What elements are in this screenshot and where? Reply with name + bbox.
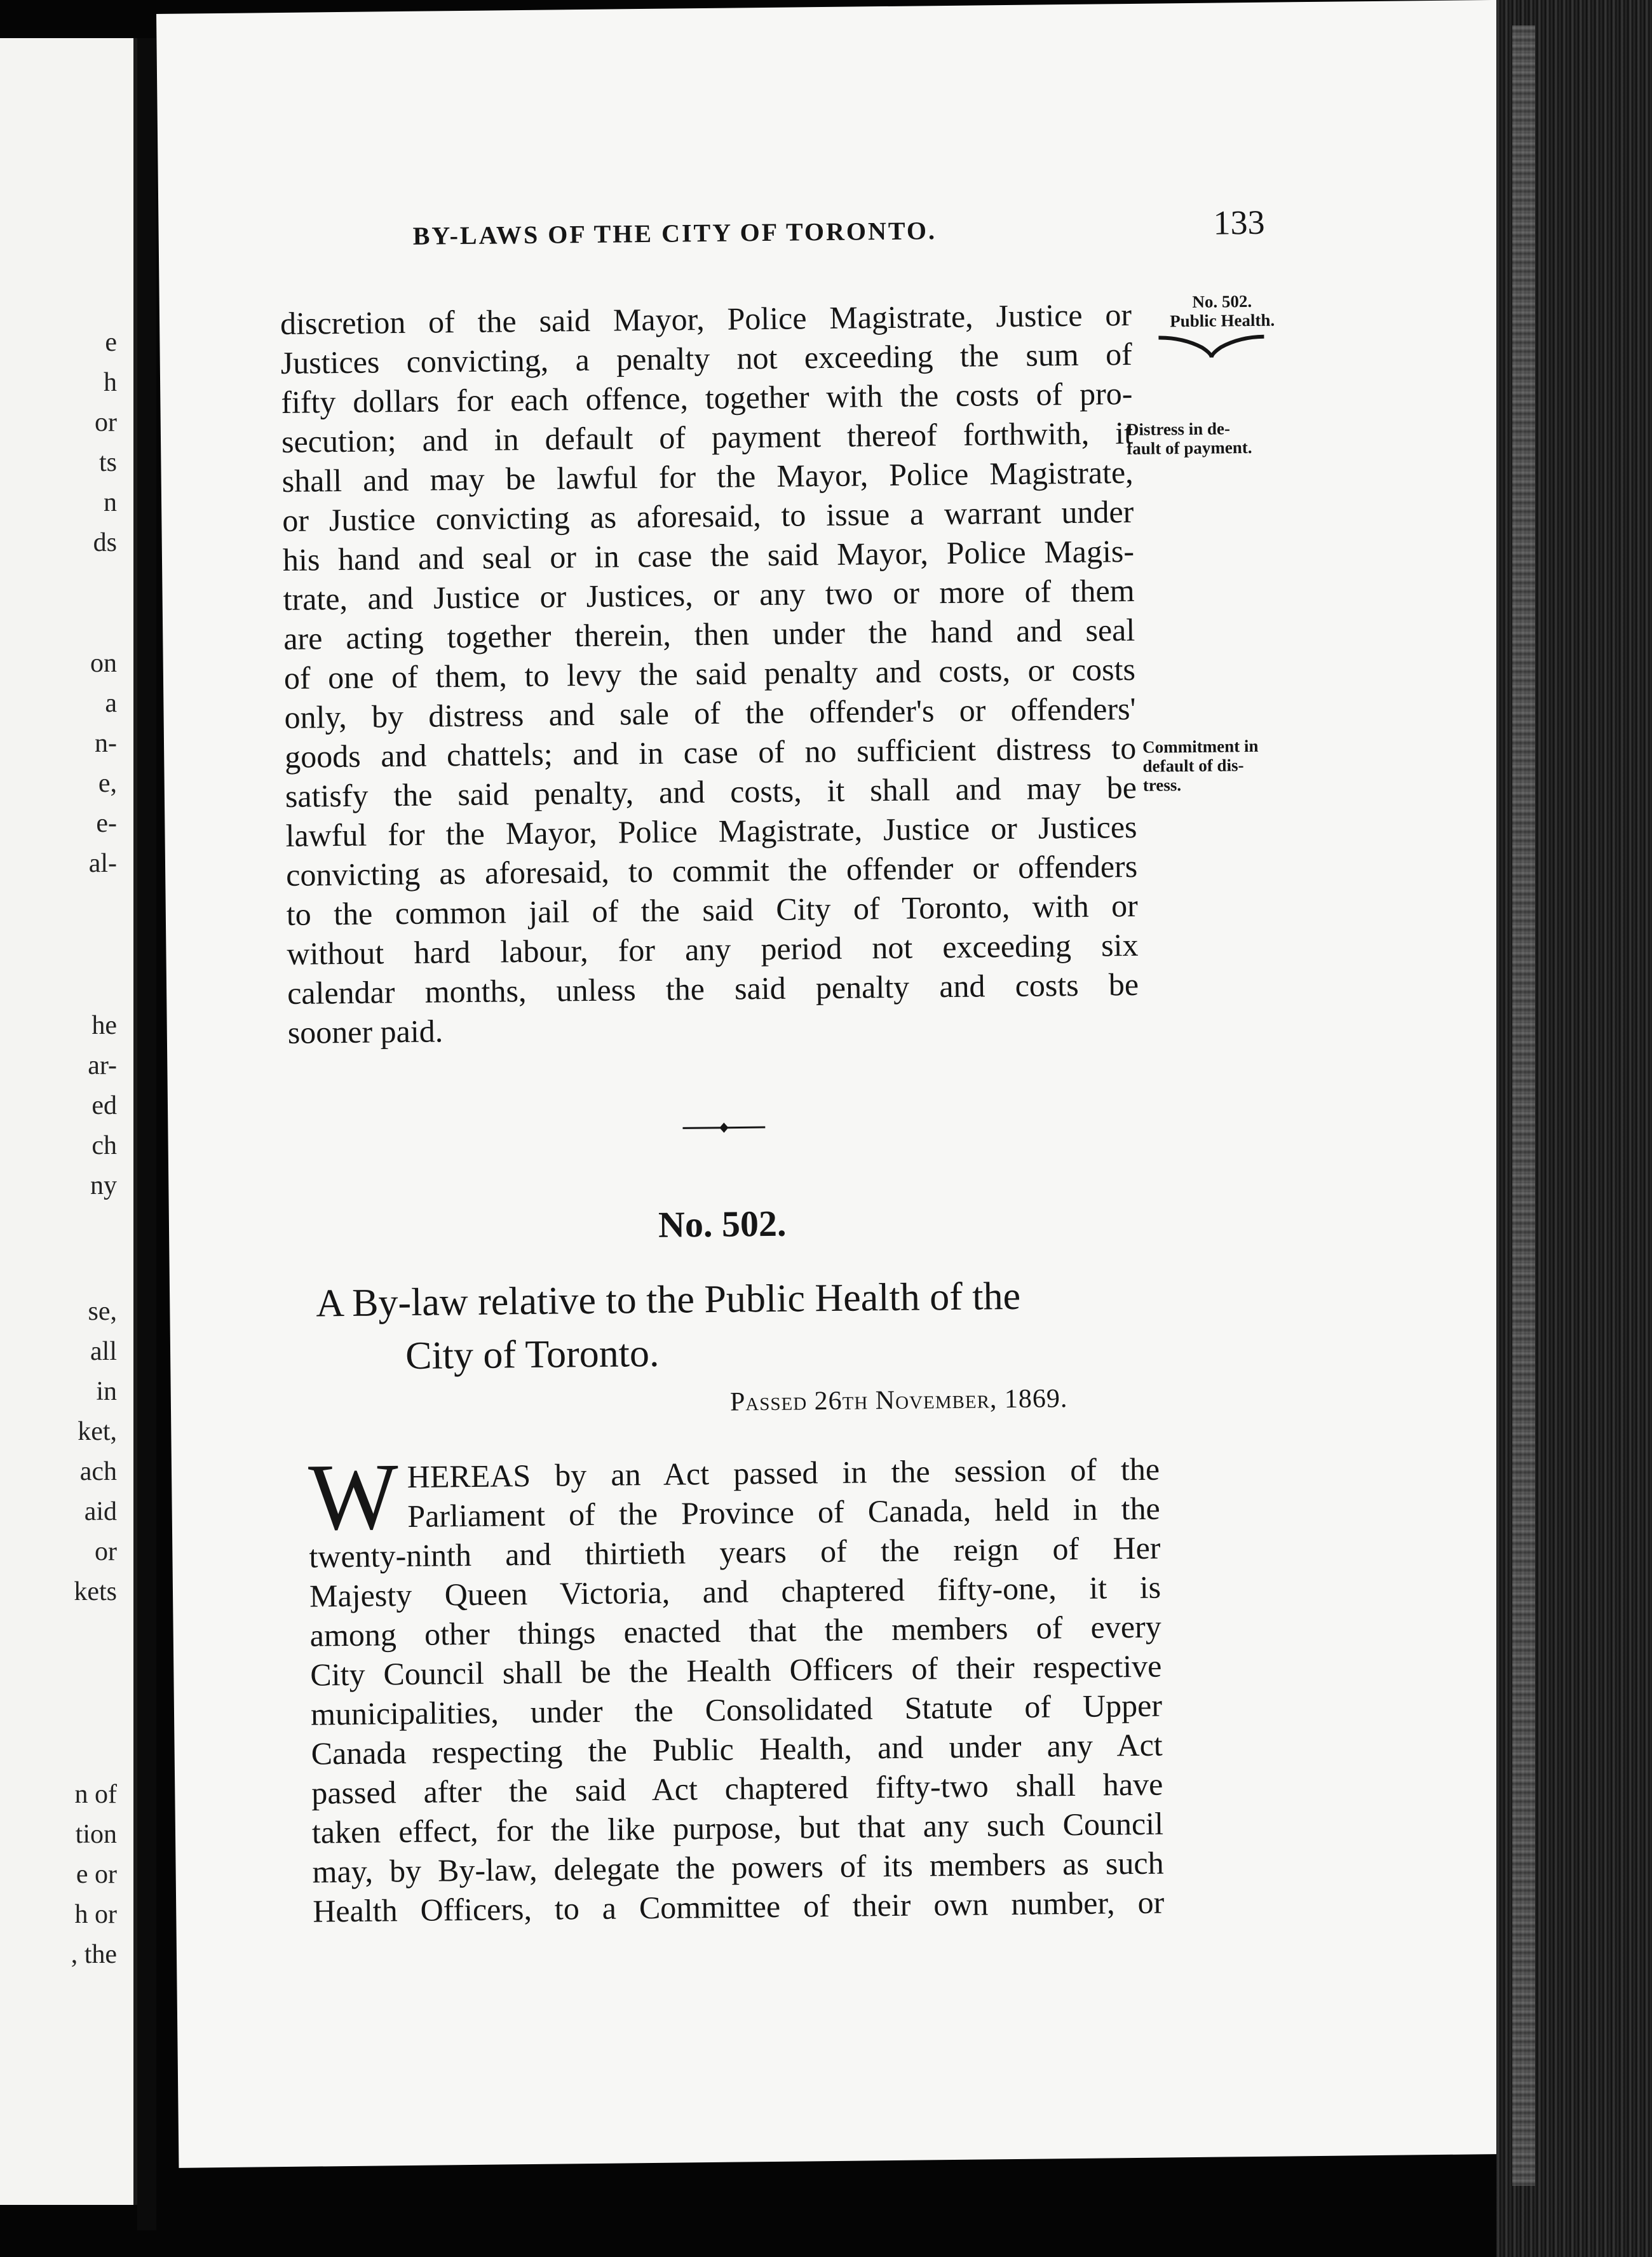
text-line: to the common jail of the said City of Toronto, with or <box>286 887 1139 932</box>
margin-note-line: No. 502. <box>1192 291 1252 311</box>
text-line: shall and may be lawful for the Mayor, Police Magistrate, <box>281 454 1134 499</box>
margin-note-line: Public Health. <box>1169 310 1275 331</box>
text-line: Majesty Queen Victoria, and chaptered fifty-one, it is <box>309 1569 1161 1614</box>
left-fragment: h <box>104 368 117 397</box>
running-head: BY-LAWS OF THE CITY OF TORONTO. <box>412 216 937 250</box>
left-fragment: on <box>90 649 117 678</box>
text-line: of one of them, to levy the said penalty and costs, or costs <box>283 651 1136 696</box>
text-line: discretion of the said Mayor, Police Magistrate, Justice or <box>280 296 1132 341</box>
left-fragment: ach <box>79 1457 117 1486</box>
text-line: or Justice convicting as aforesaid, to issue a warrant under <box>282 493 1134 538</box>
bylaw-title <box>316 1268 1168 1383</box>
book-gutter <box>137 38 156 2230</box>
text-line: trate, and Justice or Justices, or any two or more of them <box>283 572 1135 617</box>
text-line: goods and chattels; and in case of no sufficient distress to <box>284 729 1137 775</box>
text-line: among other things enacted that the members of every <box>309 1608 1161 1653</box>
margin-note-distress <box>1127 419 1252 458</box>
text-line: City Council shall be the Health Officers of their respective <box>310 1648 1162 1693</box>
left-fragment: ch <box>91 1131 117 1160</box>
drop-cap: W <box>308 1444 399 1550</box>
left-fragment: ar- <box>88 1051 117 1080</box>
left-fragment: ed <box>91 1091 117 1120</box>
bylaw-title-line: A By-law relative to the Public Health of the <box>315 1274 1021 1325</box>
left-fragment: tion <box>75 1820 117 1849</box>
text-line: Parliament of the Province of Canada, held in the <box>407 1490 1161 1534</box>
left-fragment: e- <box>96 809 117 838</box>
left-fragment: n <box>104 488 117 517</box>
brace-ornament <box>1157 333 1265 360</box>
text-line: Health Officers, to a Committee of their own number, or <box>312 1884 1165 1929</box>
left-fragment: , the <box>71 1940 117 1969</box>
text-line: Justices convicting, a penalty not exceeding the sum of <box>280 336 1132 381</box>
left-fragment: al- <box>88 849 117 878</box>
left-fragment: n of <box>74 1780 117 1809</box>
left-fragment: a <box>105 689 117 718</box>
left-fragment: h or <box>74 1900 117 1929</box>
left-fragment: e, <box>98 769 117 798</box>
left-fragment: all <box>90 1337 117 1366</box>
left-fragment: ts <box>98 448 117 477</box>
margin-note-line: tress. <box>1142 775 1182 795</box>
text-line: calendar months, unless the said penalty and costs be <box>287 966 1139 1011</box>
left-fragment: kets <box>74 1577 117 1606</box>
text-line: secution; and in default of payment thereof forthwith, it <box>281 414 1134 459</box>
left-fragment: ket, <box>78 1417 117 1446</box>
left-fragment: se, <box>88 1297 117 1326</box>
text-line: twenty-ninth and thirtieth years of the reign of Her <box>309 1529 1161 1575</box>
text-line: may, by By-law, delegate the powers of its members as such <box>312 1845 1164 1890</box>
margin-note-line: fault of payment. <box>1127 437 1252 459</box>
text-line: HEREAS by an Act passed in the session of the <box>407 1451 1160 1494</box>
left-fragment: ny <box>90 1171 117 1200</box>
text-line: satisfy the said penalty, and costs, it shall and may be <box>285 769 1137 814</box>
text-line: Canada respecting the Public Health, and under any Act <box>311 1726 1163 1772</box>
section-divider <box>682 1120 765 1135</box>
text-line: passed after the said Act chaptered fifty-two shall have <box>311 1766 1163 1811</box>
margin-note-line: Distress in de- <box>1126 419 1231 440</box>
margin-note-line: Commitment in <box>1142 736 1259 757</box>
continued-paragraph <box>280 295 1139 1052</box>
bylaw-number: No. 502. <box>658 1202 787 1245</box>
text-line: without hard labour, for any period not exceeding six <box>287 926 1139 972</box>
left-fragment: n- <box>95 729 117 758</box>
margin-note-bylaw-number <box>1170 292 1275 331</box>
left-fragment: e <box>105 328 117 357</box>
text-line: taken effect, for the like purpose, but that any such Council <box>311 1805 1164 1850</box>
left-fragment: or <box>95 408 117 437</box>
left-fragment: e or <box>76 1860 117 1889</box>
left-fragment: or <box>95 1537 117 1566</box>
preamble-paragraph <box>308 1444 1165 1931</box>
text-line: municipalities, under the Consolidated Statute of Upper <box>310 1687 1163 1732</box>
left-fragment: he <box>91 1011 117 1040</box>
left-facing-page <box>0 38 137 2205</box>
margin-note-line: default of dis- <box>1142 756 1244 776</box>
text-line: convicting as aforesaid, to commit the offender or offenders <box>285 848 1138 893</box>
text-line: sooner paid. <box>287 1013 443 1050</box>
text-line: his hand and seal or in case the said Mayor, Police Magis- <box>282 532 1135 578</box>
bylaw-title-line: City of Toronto. <box>405 1331 660 1378</box>
left-fragment: ds <box>93 528 117 557</box>
text-line: only, by distress and sale of the offender's or offenders' <box>284 690 1136 735</box>
text-line: are acting together therein, then under the hand and seal <box>283 611 1135 656</box>
left-fragment: in <box>96 1377 117 1406</box>
main-page <box>156 0 1532 2168</box>
text-line: fifty dollars for each offence, together with the costs of pro- <box>281 375 1133 420</box>
page-number: 133 <box>1213 203 1265 242</box>
passed-date: Passed 26th November, 1869. <box>729 1384 1068 1417</box>
left-fragment: aid <box>84 1497 117 1526</box>
margin-note-commitment <box>1142 736 1259 795</box>
book-edge-highlight <box>1512 25 1535 2186</box>
text-line: lawful for the Mayor, Police Magistrate, Justice or Justices <box>285 808 1137 853</box>
